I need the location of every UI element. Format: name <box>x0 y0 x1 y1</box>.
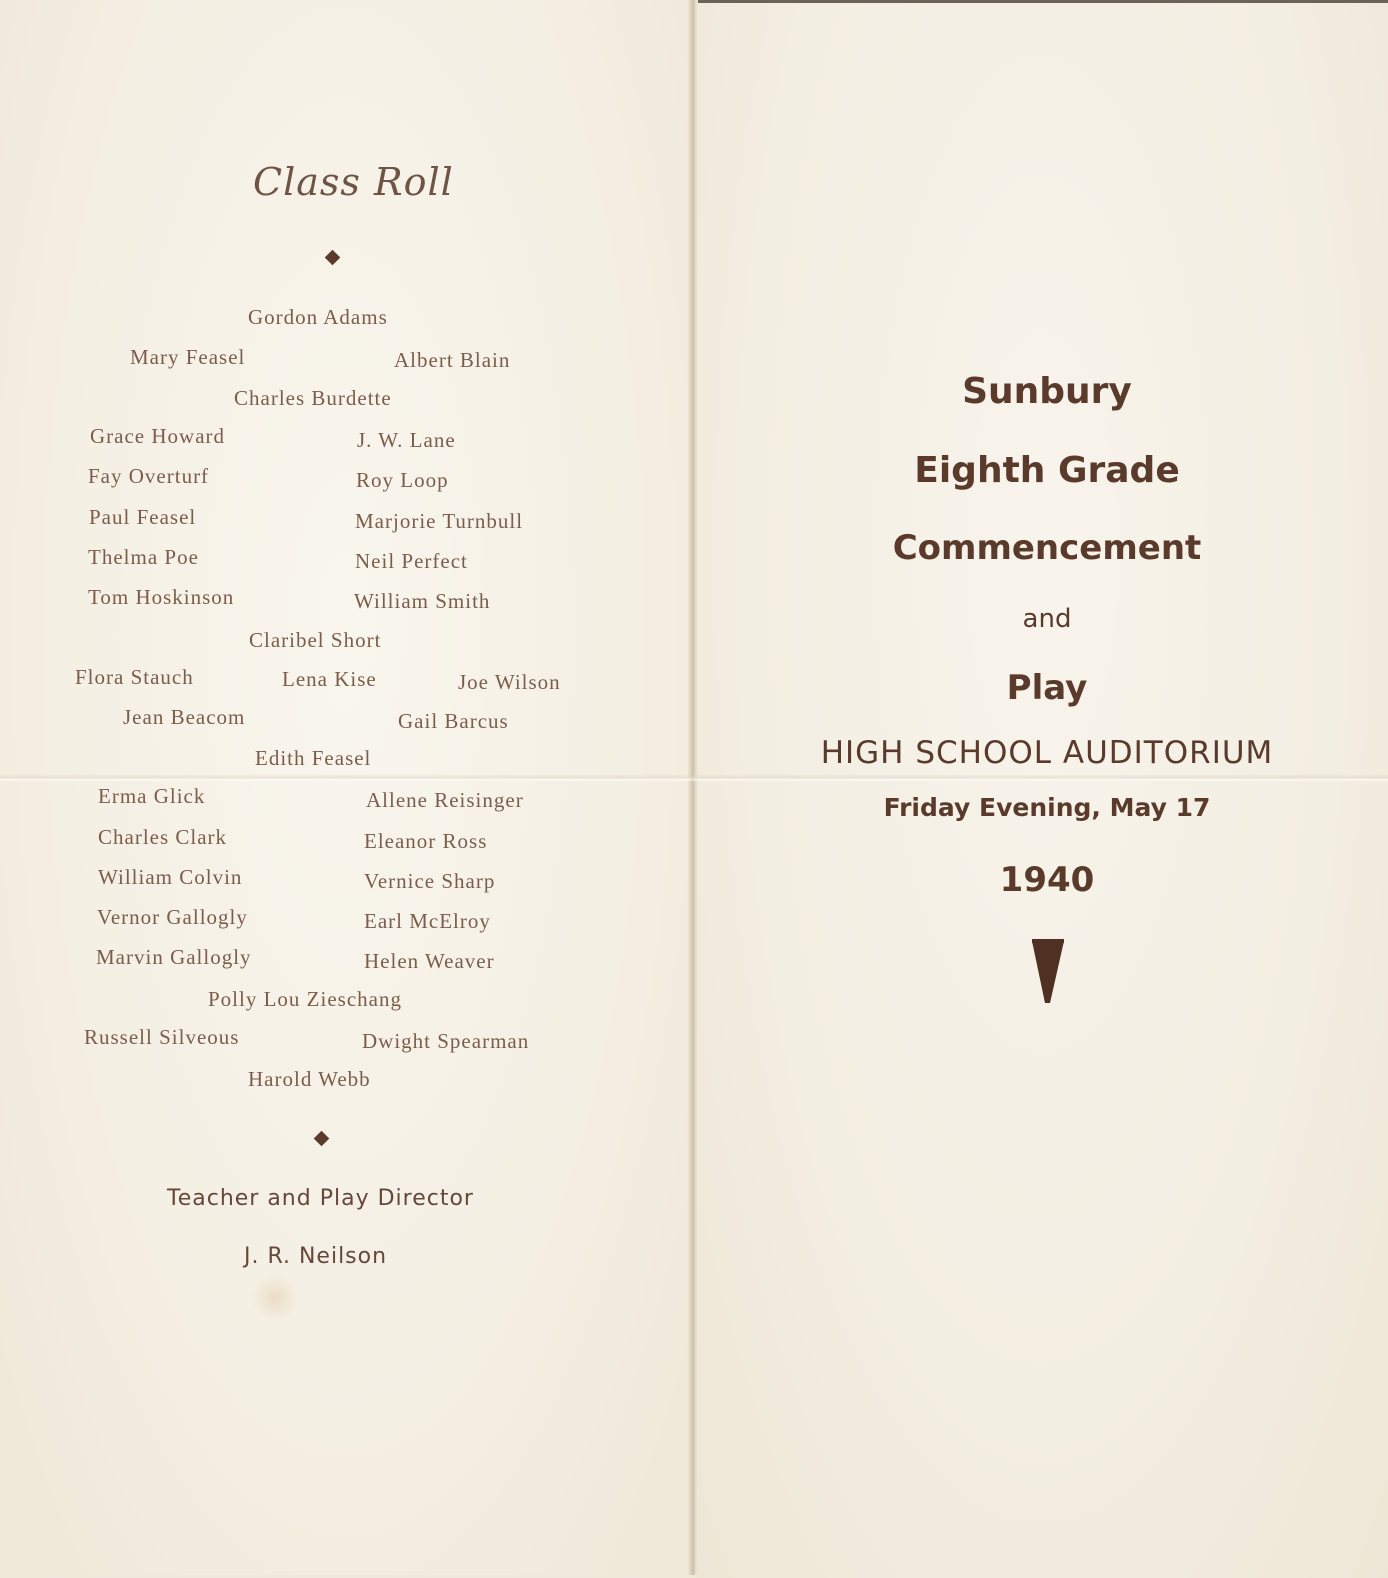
roll-name: Gail Barcus <box>398 709 509 733</box>
roll-name: Polly Lou Zieschang <box>208 987 402 1011</box>
roll-name: Eleanor Ross <box>364 829 488 853</box>
teacher-label: Teacher and Play Director <box>167 1186 474 1211</box>
roll-name: Fay Overturf <box>88 464 210 488</box>
venue-text: HIGH SCHOOL AUDITORIUM <box>820 735 1274 771</box>
roll-name: Charles Burdette <box>234 386 392 410</box>
roll-name: Roy Loop <box>356 468 449 492</box>
roll-name: Neil Perfect <box>355 549 468 573</box>
roll-name: Paul Feasel <box>89 505 197 529</box>
cover-panel <box>697 0 1388 1578</box>
roll-name: Claribel Short <box>249 628 382 652</box>
roll-name: Earl McElroy <box>364 909 491 933</box>
roll-name: Mary Feasel <box>130 345 246 369</box>
roll-name: William Smith <box>354 589 491 613</box>
conjunction-text: and <box>1022 604 1072 634</box>
class-roll-title: Class Roll <box>253 160 454 204</box>
roll-name: Vernor Gallogly <box>97 905 248 929</box>
roll-name: Helen Weaver <box>364 949 495 973</box>
roll-name: Russell Silveous <box>84 1025 240 1049</box>
roll-name: Albert Blain <box>394 348 511 372</box>
event-year: 1940 <box>999 860 1095 900</box>
roll-name: Flora Stauch <box>75 665 194 689</box>
roll-name: Allene Reisinger <box>366 788 524 812</box>
roll-name: Erma Glick <box>98 784 206 808</box>
vertical-fold-crease <box>688 0 698 1575</box>
roll-name: Gordon Adams <box>248 305 388 329</box>
event-date: Friday Evening, May 17 <box>883 793 1211 822</box>
horizontal-fold-crease <box>0 774 1388 782</box>
roll-name: Charles Clark <box>98 825 228 849</box>
roll-name: Grace Howard <box>90 424 226 448</box>
roll-name: William Colvin <box>98 865 243 889</box>
roll-name: Dwight Spearman <box>362 1029 530 1053</box>
event-title: Commencement <box>892 528 1202 568</box>
roll-name: Edith Feasel <box>255 746 372 770</box>
roll-name: J. W. Lane <box>357 428 456 452</box>
paper-stain <box>250 1275 300 1320</box>
roll-name: Thelma Poe <box>88 545 199 569</box>
roll-name: Marvin Gallogly <box>96 945 252 969</box>
roll-name: Harold Webb <box>248 1067 371 1091</box>
roll-name: Tom Hoskinson <box>88 585 235 609</box>
roll-name: Marjorie Turnbull <box>355 509 524 533</box>
school-name: Sunbury <box>962 371 1132 412</box>
roll-name: Lena Kise <box>282 667 377 691</box>
pennant-ornament-icon <box>1030 937 1066 1012</box>
roll-name: Vernice Sharp <box>364 869 496 893</box>
grade-title: Eighth Grade <box>914 450 1180 491</box>
play-title: Play <box>1006 668 1088 708</box>
teacher-name: J. R. Neilson <box>244 1244 388 1269</box>
roll-name: Joe Wilson <box>458 670 561 694</box>
roll-name: Jean Beacom <box>123 705 246 729</box>
